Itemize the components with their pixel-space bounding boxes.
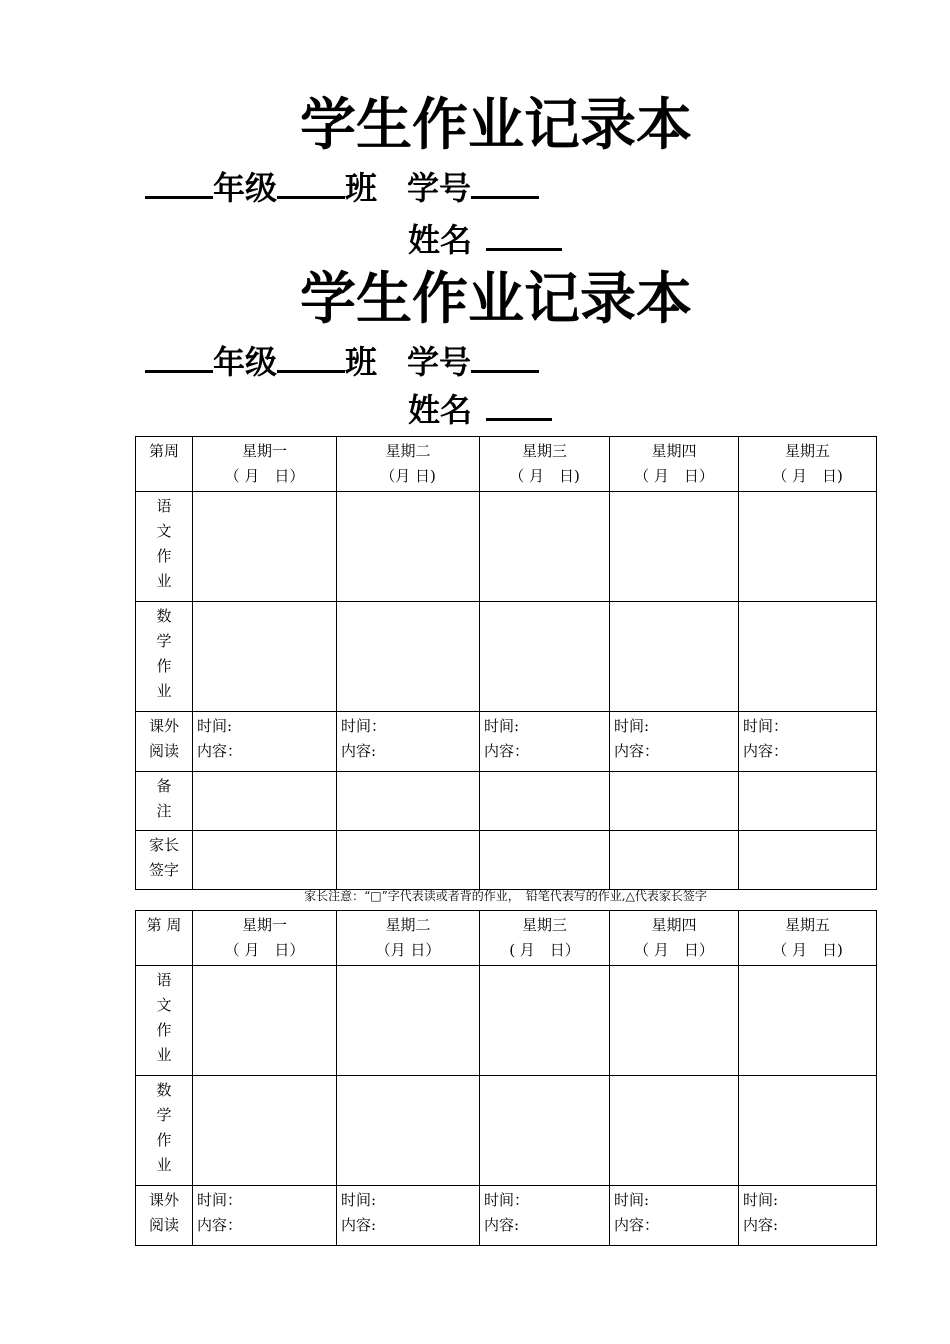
chinese-wed[interactable] xyxy=(480,966,610,1076)
day-cell-wed: 星期三 （ 月 日) xyxy=(480,437,610,492)
day-cell-mon: 星期一 （ 月 日） xyxy=(193,437,337,492)
remarks-fri[interactable] xyxy=(739,772,877,831)
remarks-label: 备 注 xyxy=(136,772,193,831)
day-cell-mon: 星期一 （ 月 日） xyxy=(193,911,337,966)
table-header-row xyxy=(136,911,877,966)
reading-label: 课外 阅读 xyxy=(136,1186,193,1246)
math-tue[interactable] xyxy=(337,602,480,712)
student-no-blank xyxy=(471,345,539,373)
parent-sign-tue[interactable] xyxy=(337,831,480,890)
day-cell-wed: 星期三 ( 月 日） xyxy=(480,911,610,966)
math-fri[interactable] xyxy=(739,602,877,712)
parent-sign-mon[interactable] xyxy=(193,831,337,890)
reading-thu[interactable]: 时间: 内容： xyxy=(610,1186,739,1246)
remarks-wed[interactable] xyxy=(480,772,610,831)
math-thu[interactable] xyxy=(610,602,739,712)
math-tue[interactable] xyxy=(337,1076,480,1186)
class-blank xyxy=(277,171,345,199)
chinese-fri[interactable] xyxy=(739,966,877,1076)
name-label: 姓名 xyxy=(408,391,473,429)
math-label: 数 学 作 业 xyxy=(136,602,193,712)
reading-fri[interactable]: 时间： 内容： xyxy=(739,712,877,772)
parent-sign-label: 家长 签字 xyxy=(136,831,193,890)
chinese-mon[interactable] xyxy=(193,492,337,602)
remarks-mon[interactable] xyxy=(193,772,337,831)
parent-sign-wed[interactable] xyxy=(480,831,610,890)
math-row xyxy=(136,602,877,712)
page-title: 学生作业记录本 xyxy=(300,93,692,158)
reading-wed[interactable]: 时间: 内容： xyxy=(480,712,610,772)
class-blank xyxy=(277,345,345,373)
student-info-line xyxy=(145,168,539,208)
student-no-label: 学号 xyxy=(407,169,472,207)
chinese-thu[interactable] xyxy=(610,966,739,1076)
chinese-row xyxy=(136,492,877,602)
remarks-row xyxy=(136,772,877,831)
homework-table-2 xyxy=(135,910,877,1246)
grade-label: 年级 xyxy=(213,343,278,381)
math-mon[interactable] xyxy=(193,1076,337,1186)
reading-row xyxy=(136,1186,877,1246)
day-cell-thu: 星期四 （ 月 日） xyxy=(610,437,739,492)
reading-thu[interactable]: 时间: 内容： xyxy=(610,712,739,772)
reading-row xyxy=(136,712,877,772)
student-no-label: 学号 xyxy=(407,343,472,381)
table-header-row xyxy=(136,437,877,492)
chinese-tue[interactable] xyxy=(337,966,480,1076)
reading-wed[interactable]: 时间： 内容: xyxy=(480,1186,610,1246)
math-fri[interactable] xyxy=(739,1076,877,1186)
math-wed[interactable] xyxy=(480,602,610,712)
math-label: 数 学 作 业 xyxy=(136,1076,193,1186)
week-cell: 第 周 xyxy=(136,911,193,966)
remarks-tue[interactable] xyxy=(337,772,480,831)
math-row xyxy=(136,1076,877,1186)
student-info-line-2 xyxy=(145,342,539,382)
grade-blank xyxy=(145,171,213,199)
day-cell-thu: 星期四 （ 月 日） xyxy=(610,911,739,966)
page-title-2: 学生作业记录本 xyxy=(300,267,692,332)
chinese-label: 语 文 作 业 xyxy=(136,492,193,602)
chinese-label: 语 文 作 业 xyxy=(136,966,193,1076)
math-mon[interactable] xyxy=(193,602,337,712)
day-cell-tue: 星期二 （月 日） xyxy=(337,911,480,966)
day-cell-fri: 星期五 （ 月 日) xyxy=(739,911,877,966)
reading-mon[interactable]: 时间： 内容： xyxy=(193,1186,337,1246)
reading-fri[interactable]: 时间: 内容: xyxy=(739,1186,877,1246)
grade-blank xyxy=(145,345,213,373)
name-line xyxy=(408,220,562,260)
class-label: 班 xyxy=(345,343,378,381)
name-blank xyxy=(486,223,562,251)
homework-table-1 xyxy=(135,436,877,890)
math-wed[interactable] xyxy=(480,1076,610,1186)
chinese-tue[interactable] xyxy=(337,492,480,602)
remarks-thu[interactable] xyxy=(610,772,739,831)
grade-label: 年级 xyxy=(213,169,278,207)
math-thu[interactable] xyxy=(610,1076,739,1186)
chinese-fri[interactable] xyxy=(739,492,877,602)
chinese-thu[interactable] xyxy=(610,492,739,602)
parent-note: 家长注意：“□”字代表读或者背的作业， 铅笔代表写的作业,△代表家长签字 xyxy=(304,889,707,903)
day-cell-tue: 星期二 （月 日) xyxy=(337,437,480,492)
name-label: 姓名 xyxy=(408,221,473,259)
parent-sign-row xyxy=(136,831,877,890)
reading-tue[interactable]: 时间： 内容: xyxy=(337,712,480,772)
parent-sign-thu[interactable] xyxy=(610,831,739,890)
student-no-blank xyxy=(471,171,539,199)
chinese-wed[interactable] xyxy=(480,492,610,602)
reading-mon[interactable]: 时间: 内容： xyxy=(193,712,337,772)
chinese-row xyxy=(136,966,877,1076)
reading-tue[interactable]: 时间: 内容: xyxy=(337,1186,480,1246)
chinese-mon[interactable] xyxy=(193,966,337,1076)
week-cell: 第周 xyxy=(136,437,193,492)
parent-sign-fri[interactable] xyxy=(739,831,877,890)
reading-label: 课外 阅读 xyxy=(136,712,193,772)
class-label: 班 xyxy=(345,169,378,207)
name-blank xyxy=(486,393,552,421)
day-cell-fri: 星期五 （ 月 日) xyxy=(739,437,877,492)
name-line-2 xyxy=(408,390,552,430)
